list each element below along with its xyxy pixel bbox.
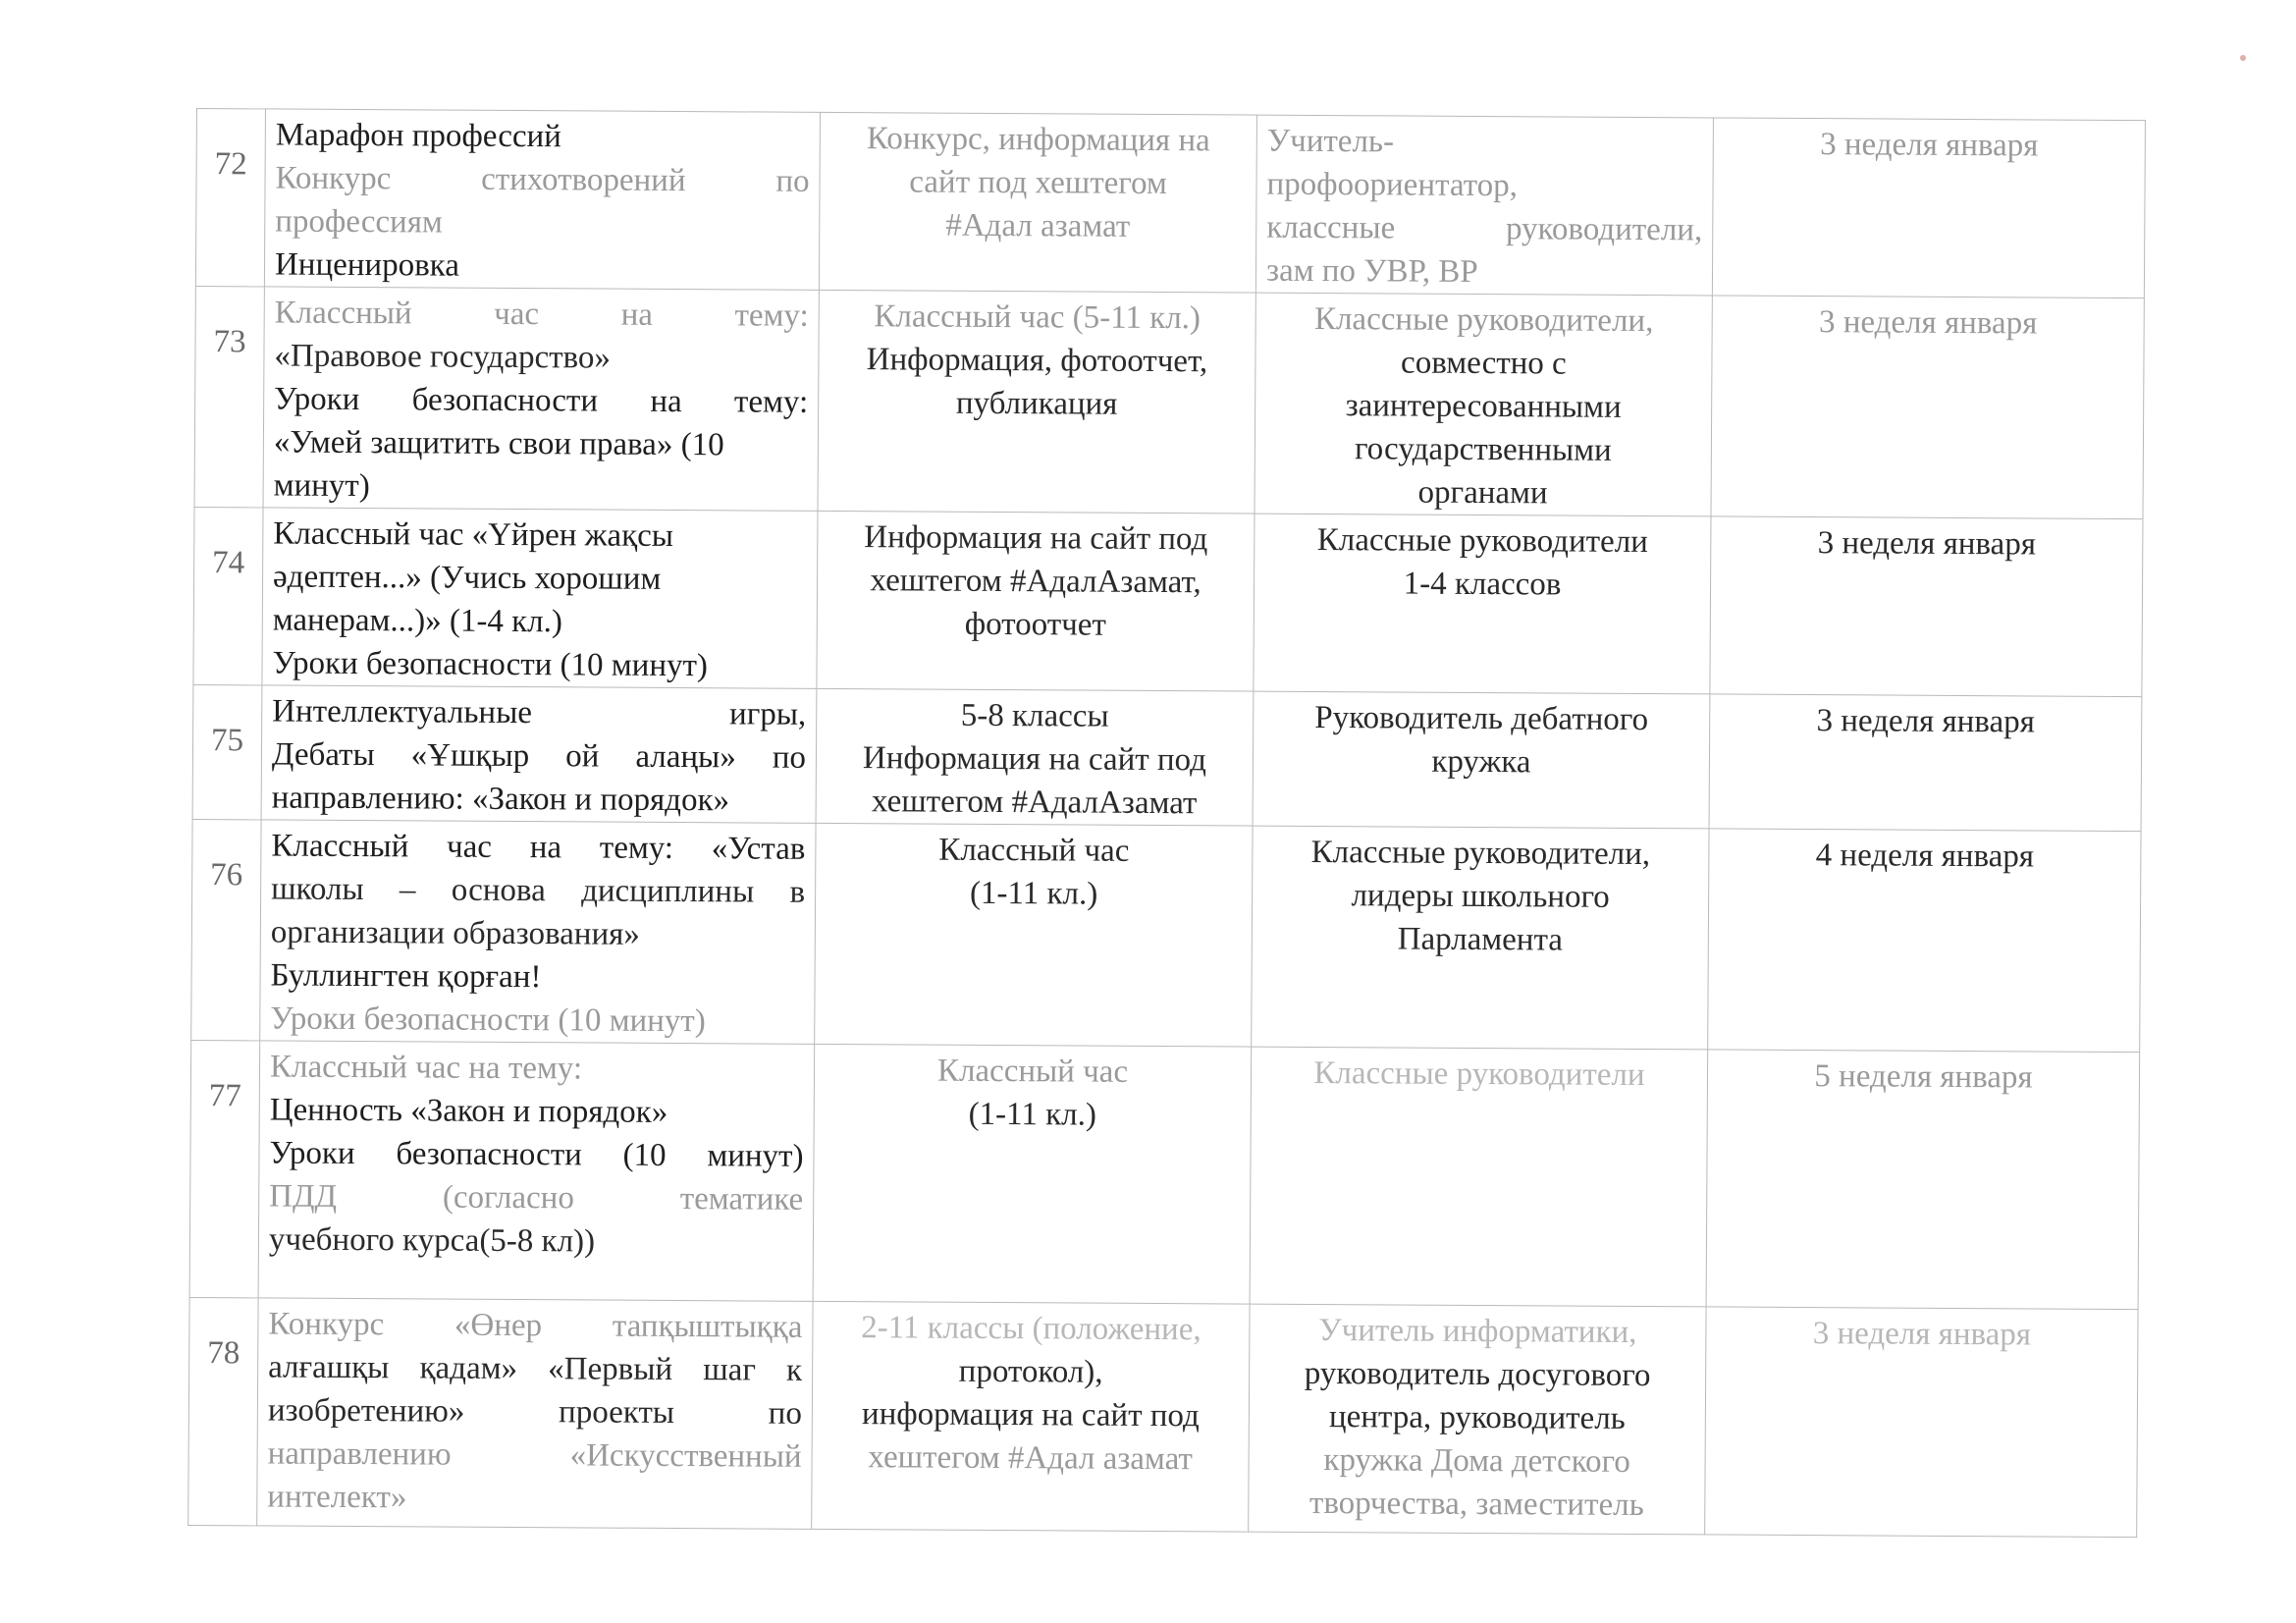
event-line: Классный час на тему: [274, 295, 809, 334]
event-line: школы – основа дисциплины в [271, 871, 806, 910]
deadline-cell: 5 неделя января [1706, 1050, 2140, 1310]
row-number: 76 [191, 819, 261, 1040]
event-cell [258, 1041, 815, 1301]
form-line: Информация, фотоотчет, [866, 342, 1208, 380]
deadline-cell: 3 неделя января [1711, 296, 2144, 519]
responsible-cell [1250, 1047, 1708, 1307]
event-line: минут) [273, 467, 370, 505]
form-line: хештегом #АдалАзамат [871, 784, 1198, 822]
event-line: Уроки безопасности на тему: [274, 381, 809, 420]
event-line: «Умей защитить свои права» (10 [273, 424, 724, 463]
responsible-cell [1254, 514, 1711, 694]
event-line: манерам...)» (1-4 кл.) [272, 602, 563, 640]
deadline-cell: 3 неделя января [1709, 694, 2142, 832]
document-page [187, 108, 2145, 1538]
event-cell [262, 508, 818, 688]
responsible-line: профоориентатор, [1266, 166, 1519, 204]
row-number: 75 [192, 684, 262, 819]
table-row [188, 1297, 2138, 1537]
event-line: Классный час на тему: [269, 1049, 583, 1087]
responsible-cell [1252, 826, 1709, 1050]
form-line: (1-11 кл.) [969, 875, 1098, 912]
row-number: 78 [188, 1297, 258, 1525]
form-line: хештегом #Адал азамат [868, 1439, 1193, 1478]
form-line: хештегом #АдалАзамат, [870, 563, 1201, 601]
responsible-line: государственными [1354, 431, 1612, 468]
form-line: Классный час (5-11 кл.) [874, 298, 1201, 337]
responsible-line: творчества, заместитель [1308, 1485, 1644, 1524]
form-line: Классный час [936, 1053, 1129, 1090]
event-line: Ценность «Закон и порядок» [269, 1092, 668, 1130]
form-cell [816, 688, 1254, 826]
table-row [191, 819, 2141, 1052]
form-line: (1-11 кл.) [968, 1096, 1096, 1133]
form-line: фотоотчет [964, 606, 1106, 643]
form-line: информация на сайт под [861, 1396, 1200, 1434]
event-line: учебного курса(5-8 кл)) [268, 1221, 596, 1260]
row-number: 74 [193, 507, 263, 684]
responsible-line: Классные руководители [1316, 521, 1648, 561]
form-cell [812, 1301, 1250, 1532]
table-row [192, 684, 2142, 831]
responsible-line: Учитель информатики, [1318, 1313, 1637, 1350]
responsible-cell [1255, 293, 1712, 516]
row-number: 77 [189, 1040, 260, 1297]
form-line: Информация на сайт под [862, 740, 1207, 779]
form-line: сайт под хештегом [909, 164, 1167, 202]
event-line: Марафон профессий [275, 117, 562, 155]
responsible-line: органами [1417, 474, 1548, 512]
event-line: Классный час на тему: «Устав [271, 828, 806, 867]
responsible-line: совместно с [1400, 345, 1567, 382]
responsible-cell [1253, 691, 1710, 829]
event-line: Классный час «Үйрен жақсы [273, 515, 674, 554]
form-line: Информация на сайт под [864, 519, 1208, 558]
form-cell [813, 1044, 1252, 1304]
responsible-line: Классные руководители, [1310, 834, 1651, 873]
responsible-line: кружка [1431, 743, 1531, 781]
event-line: интелект» [267, 1479, 407, 1516]
table-row [195, 109, 2145, 298]
event-line: организации образования» [270, 914, 640, 952]
responsible-cell [1255, 115, 1713, 296]
event-line: Инценировка [274, 246, 460, 284]
form-line: 5-8 классы [960, 697, 1109, 734]
deadline-cell: 3 неделя января [1705, 1307, 2138, 1538]
event-line: изобретению» проекты по [267, 1392, 802, 1432]
deadline-cell: 3 неделя января [1710, 516, 2143, 697]
row-number: 72 [195, 109, 265, 287]
event-line: «Правовое государство» [274, 338, 612, 376]
event-line: Уроки безопасности (10 минут) [270, 1001, 706, 1040]
event-cell [264, 109, 820, 290]
event-line: направлению «Искусственный [267, 1435, 802, 1475]
responsible-line: центра, руководитель [1328, 1399, 1626, 1436]
event-line: Интеллектуальные игры, [272, 693, 807, 732]
deadline-cell: 4 неделя января [1708, 829, 2141, 1053]
events-table [187, 108, 2146, 1538]
responsible-line: Парламента [1397, 921, 1564, 958]
form-line: Классный час [938, 832, 1130, 869]
table-row [193, 507, 2143, 696]
deadline-cell: 3 неделя января [1712, 118, 2145, 298]
table-row [194, 286, 2144, 518]
event-line: Дебаты «Ұшқыр ой алаңы» по [271, 736, 807, 776]
responsible-line: заинтересованными [1345, 388, 1622, 425]
responsible-line: лидеры школьного [1351, 878, 1610, 915]
form-line: 2-11 классы (положение, [861, 1310, 1201, 1348]
event-cell [260, 820, 816, 1044]
form-cell [815, 823, 1253, 1047]
responsible-line: классные руководители, [1266, 209, 1703, 248]
form-line: #Адал азамат [945, 207, 1131, 244]
form-line: публикация [955, 385, 1118, 422]
event-cell [263, 287, 819, 511]
row-number: 73 [194, 286, 264, 507]
page-mark [2240, 55, 2246, 61]
event-line: Уроки безопасности (10 минут) [272, 645, 709, 684]
responsible-line: зам по УВР, ВР [1265, 252, 1478, 290]
event-cell [261, 685, 817, 823]
event-line: направлению: «Закон и порядок» [271, 780, 730, 819]
responsible-cell [1249, 1304, 1706, 1535]
form-line: протокол), [958, 1353, 1103, 1390]
responsible-line: Классные руководители, [1313, 300, 1654, 340]
event-line: әдептен...» (Учись хорошим [272, 559, 662, 597]
event-cell [257, 1298, 813, 1529]
responsible-line: 1-4 классов [1403, 566, 1562, 603]
responsible-line: Классные руководители [1313, 1055, 1645, 1094]
table-row [189, 1040, 2140, 1309]
responsible-line: Руководитель дебатного [1314, 699, 1649, 738]
form-cell [819, 112, 1256, 293]
event-line: Буллингтен қорған! [270, 957, 542, 996]
event-line: Конкурс стихотворений по [275, 160, 810, 199]
responsible-line: руководитель досугового [1304, 1355, 1651, 1394]
form-line: Конкурс, информация на [866, 121, 1210, 159]
event-line: ПДД (согласно тематике [269, 1178, 804, 1217]
form-cell [817, 511, 1255, 691]
event-line: профессиям [275, 203, 443, 241]
event-line: Уроки безопасности (10 минут) [269, 1135, 804, 1174]
event-line: алғашқы қадам» «Первый шаг к [268, 1349, 803, 1388]
event-line: Конкурс «Өнер тапқыштыққа [268, 1306, 803, 1345]
responsible-line: кружка Дома детского [1323, 1442, 1630, 1480]
responsible-line: Учитель- [1266, 123, 1395, 160]
form-cell [818, 290, 1255, 514]
